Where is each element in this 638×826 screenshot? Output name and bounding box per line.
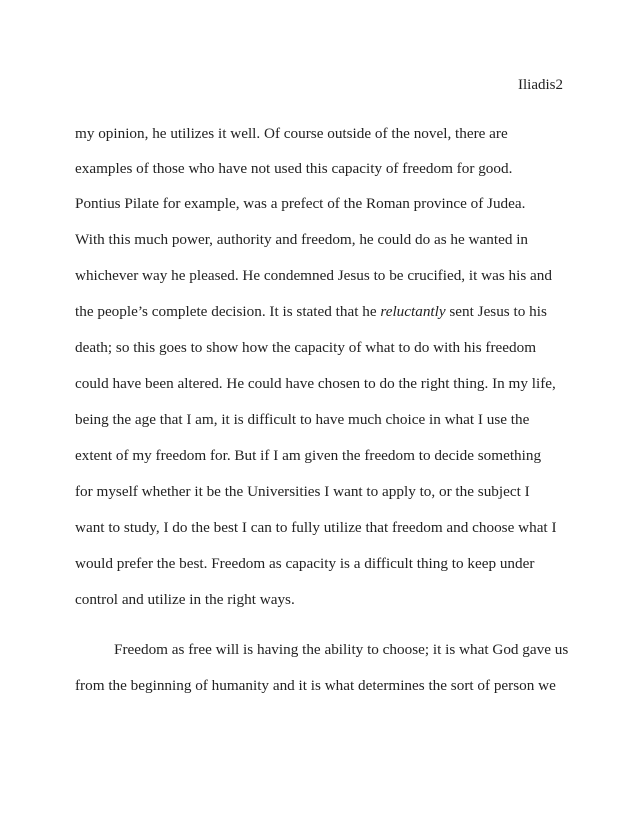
text-line-14: control and utilize in the right ways. — [75, 591, 295, 608]
text-line-6-start: the people’s complete decision. It is stated that he — [75, 303, 381, 320]
text-line-6 — [75, 302, 547, 322]
emphasized-word: reluctantly — [380, 303, 446, 320]
text-line-6-end: sent Jesus to his — [445, 303, 547, 320]
text-line-4: With this much power, authority and freedom, he could do as he wanted in — [75, 231, 529, 248]
text-line-2: examples of those who have not used this capacity of freedom for good. — [75, 160, 513, 177]
text-line-12: want to study, I do the best I can to fully utilize that freedom and choose what I — [75, 519, 557, 536]
text-line-1: my opinion, he utilizes it well. Of course outside of the novel, there are — [75, 125, 508, 142]
text-line-16: from the beginning of humanity and it is what determines the sort of person we — [75, 677, 556, 694]
text-line-8: could have been altered. He could have chosen to do the right thing. In my life, — [75, 375, 556, 392]
text-line-9: being the age that I am, it is difficult to have much choice in what I use the — [75, 411, 530, 428]
text-line-13: would prefer the best. Freedom as capacity is a difficult thing to keep under — [75, 555, 535, 572]
page-header: Iliadis2 — [518, 77, 563, 93]
text-line-3: Pontius Pilate for example, was a prefect of the Roman province of Judea. — [75, 195, 526, 212]
text-line-11: for myself whether it be the Universities I want to apply to, or the subject I — [75, 483, 530, 500]
text-line-10: extent of my freedom for. But if I am given the freedom to decide something — [75, 447, 542, 464]
text-line-7: death; so this goes to show how the capacity of what to do with his freedom — [75, 339, 537, 356]
text-line-5: whichever way he pleased. He condemned Jesus to be crucified, it was his and — [75, 267, 552, 284]
paragraph-start-line: Freedom as free will is having the ability to choose; it is what God gave us — [114, 641, 569, 658]
